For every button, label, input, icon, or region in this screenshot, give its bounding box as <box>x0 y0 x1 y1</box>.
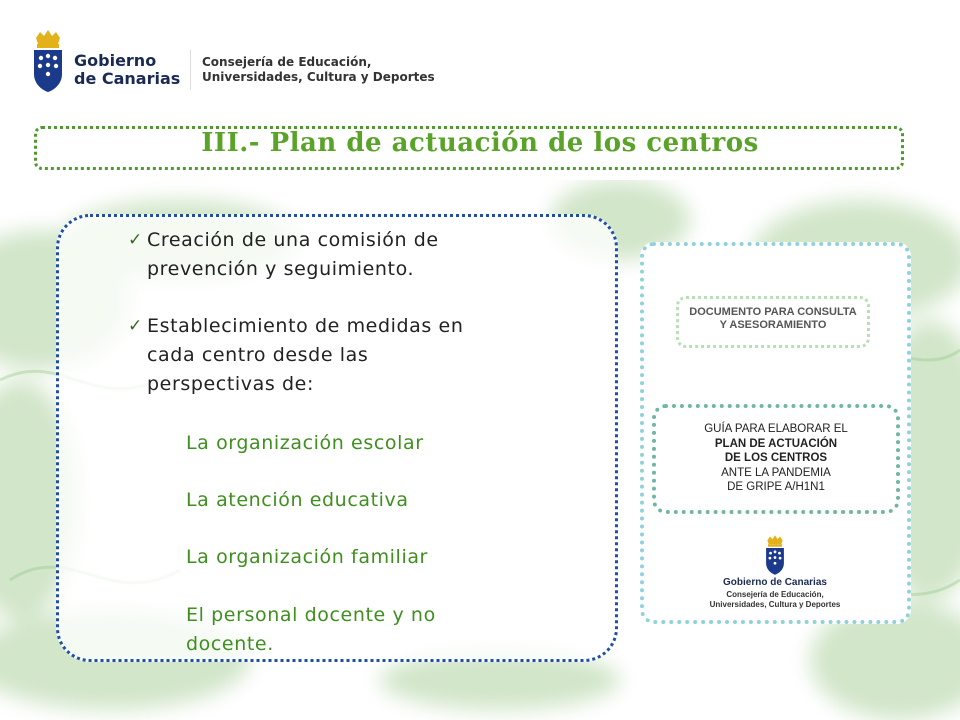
checkmark-icon: ✓ <box>128 316 143 336</box>
perspective-item: docente. <box>186 633 274 655</box>
perspective-item: El personal docente y no <box>186 604 436 626</box>
bullet-line: perspectivas de: <box>147 373 314 395</box>
cover-label-line2: Y ASESORAMIENTO <box>719 319 827 331</box>
bullet-line: cada centro desde las <box>147 344 369 366</box>
cover-org-name: Gobierno de Canarias <box>723 577 827 588</box>
department-name <box>202 55 435 85</box>
cover-label <box>676 306 870 332</box>
org-name-line2: de Canarias <box>74 69 181 88</box>
bullet-item <box>128 226 439 284</box>
perspective-item: La organización familiar <box>186 546 428 568</box>
cover-department-line1: Consejería de Educación, <box>726 590 824 599</box>
cover-title-line1: GUÍA PARA ELABORAR EL <box>704 423 848 435</box>
cover-title-line3: DE LOS CENTROS <box>724 452 828 464</box>
cover-department <box>690 590 860 610</box>
bullet-line: Creación de una comisión de <box>147 229 439 251</box>
org-name-line1: Gobierno <box>74 51 157 70</box>
perspective-item: La organización escolar <box>186 432 424 454</box>
department-line2: Universidades, Cultura y Deportes <box>202 70 435 84</box>
header-divider <box>190 50 191 90</box>
bullet-item <box>128 312 463 399</box>
perspective-item: La atención educativa <box>186 489 409 511</box>
cover-label-line1: DOCUMENTO PARA CONSULTA <box>689 306 857 318</box>
bullet-line: prevención y seguimiento. <box>147 258 415 280</box>
cover-title-line5: DE GRIPE A/H1N1 <box>727 481 825 493</box>
bullet-line: Establecimiento de medidas en <box>147 315 464 337</box>
cover-title-line2: PLAN DE ACTUACIÓN <box>714 437 838 450</box>
department-line1: Consejería de Educación, <box>202 55 372 69</box>
checkmark-icon: ✓ <box>128 230 143 250</box>
cover-title-line4: ANTE LA PANDEMIA <box>721 466 831 479</box>
org-name <box>74 52 180 88</box>
cover-department-line2: Universidades, Cultura y Deportes <box>709 600 841 609</box>
coat-of-arms-logo <box>28 28 68 94</box>
slide-title: III.- Plan de actuación de los centros <box>201 128 759 158</box>
cover-title <box>652 422 900 495</box>
cover-coat-of-arms-logo <box>762 534 788 576</box>
